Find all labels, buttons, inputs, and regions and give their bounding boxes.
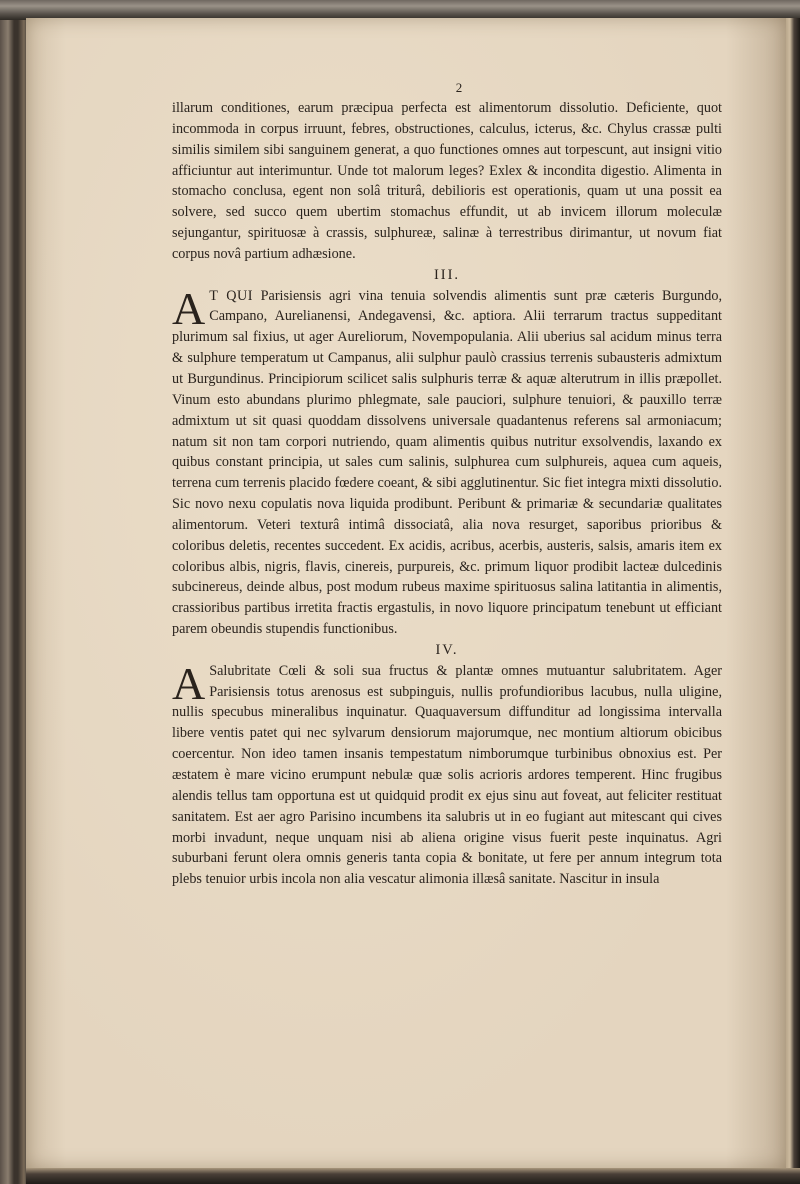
- paragraph-2: [172, 282, 722, 640]
- page-number: 2: [455, 80, 463, 95]
- drop-cap-initial: A: [172, 282, 206, 334]
- book-top-edge: [0, 0, 800, 20]
- page-fore-edge: [786, 18, 800, 1168]
- paragraph-3-text: Salubritate Cœli & soli sua fructus & plantæ omnes mutuantur salubritatem. Ager Parisiensis totus arenosus est subpinguis, nullis profundioribus lacubus, nulla uligine, nullis specubus mineralibus inquinatur. Quaquaversum diffunditur ad longissima intervalla libere ventis patet qui nec sylvarum densiorum majorumque, nec montium altiorum obicibus coercentur. Non ideo tamen insanis tempestatum nimborumque turbinibus obnoxius est. Per æstatem è mare vicino erumpunt nebulæ quæ solis acrioris ardores temperent. Hinc frugibus alendis tellus tam opportuna est ut quidquid prodit ex ejus sinu aut foveat, aut feliciter restituat sanitatem. Est aer agro Parisino incumbens ita salubris ut in eo fugiant aut mitescant qui cives morbi invadunt, neque unquam nisi ab aliena origine visus fuerit peste inquinatus. Agri suburbani ferunt olera omnis generis tanta copia & bonitate, ut fere per annum integrum tota plebs tenuior urbis incola non alia vescatur alimonia illæsâ sanitate. Nascitur in insula: [172, 662, 722, 888]
- page-bottom-edge: [26, 1168, 800, 1184]
- section-heading-iii: III.: [433, 266, 461, 283]
- section-heading-iv: IV.: [435, 641, 459, 658]
- page-text: [172, 98, 722, 890]
- lead-words: T QUI: [209, 287, 253, 304]
- paragraph-2-text: Parisiensis agri vina tenuia solvendis alimentis sunt præ cæteris Burgundo, Campano, Aurelianensi, Andegavensi, &c. aptiora. Alii terrarum tractus suppeditant plurimum sal fixius, ut ager Aureliorum, Novempopulania. Alii uberius sal acidum minus terra & sulphure temperatum ut Campanus, alii sulphur paulò crassius terrenis subausteris admixtum ut Burgundinus. Principiorum scilicet salis sulphuris terræ & aquæ alterutrum in illis præpollet. Vinum esto abundans plurimo phlegmate, sale pauciori, sulphure tenuiori, & pauxillo terræ admixtum ut sit quasi quoddam dissolvens universale quadantenus referens sal armoniacum; natum sit non tam corpori nutriendo, quam alimentis quibus nutritur exsolvendis, laxando ex quibus constant principia, ut sales cum salinis, sulphurea cum sulphureis, aquea cum aqueis, terrena cum terrenis placido fœdere coeant, & sibi agglutinentur. Sic fiet integra mixti dissolutio. Sic novo nexu copulatis nova liquida prodibunt. Peribunt & primariæ & secundariæ qualitates alimentorum. Veteri texturâ intimâ dissociatâ, alia nova resurget, saporibus prioribus & coloribus deletis, recentes succedent. Ex acidis, acribus, acerbis, austeris, salsis, amaris item ex coloribus albis, nigris, flavis, cinereis, purpureis, &c. primum liquor prodibit lacteæ dulcedinis subcinereus, deinde albus, post modum rubeus maxime spirituosus salina latitantia in alimentis, crassioribus partibus irretita fractis ergastulis, in novo liquore principatum tenebunt ut efficiant parem obeundis stupendis functionibus.: [172, 287, 722, 638]
- paragraph-3: [172, 657, 722, 890]
- paragraph-1: illarum conditiones, earum præcipua perfecta est alimentorum dissolutio. Deficiente, quot incommoda in corpus irruunt, febres, obstructiones, calculus, icterus, &c. Chylus crassæ pulti similis similem sibi sanguinem generat, a quo functiones omnes aut torpescunt, aut insigni vitio afficiuntur aut interimuntur. Unde tot malorum leges? Exlex & incondita digestio. Alimenta in stomacho conclusa, egent non solâ triturâ, debilioris est operationis, quam ut una possit ea solvere, sed succo quem ubertim stomachus effundit, ut ab invicem illorum moleculæ sejungantur, spirituosæ à crassis, sulphureæ, salinæ à terrestribus dirimantur, ut novum fiat corpus novâ partium adhæsione.: [172, 100, 722, 262]
- drop-cap-initial: A: [172, 657, 206, 709]
